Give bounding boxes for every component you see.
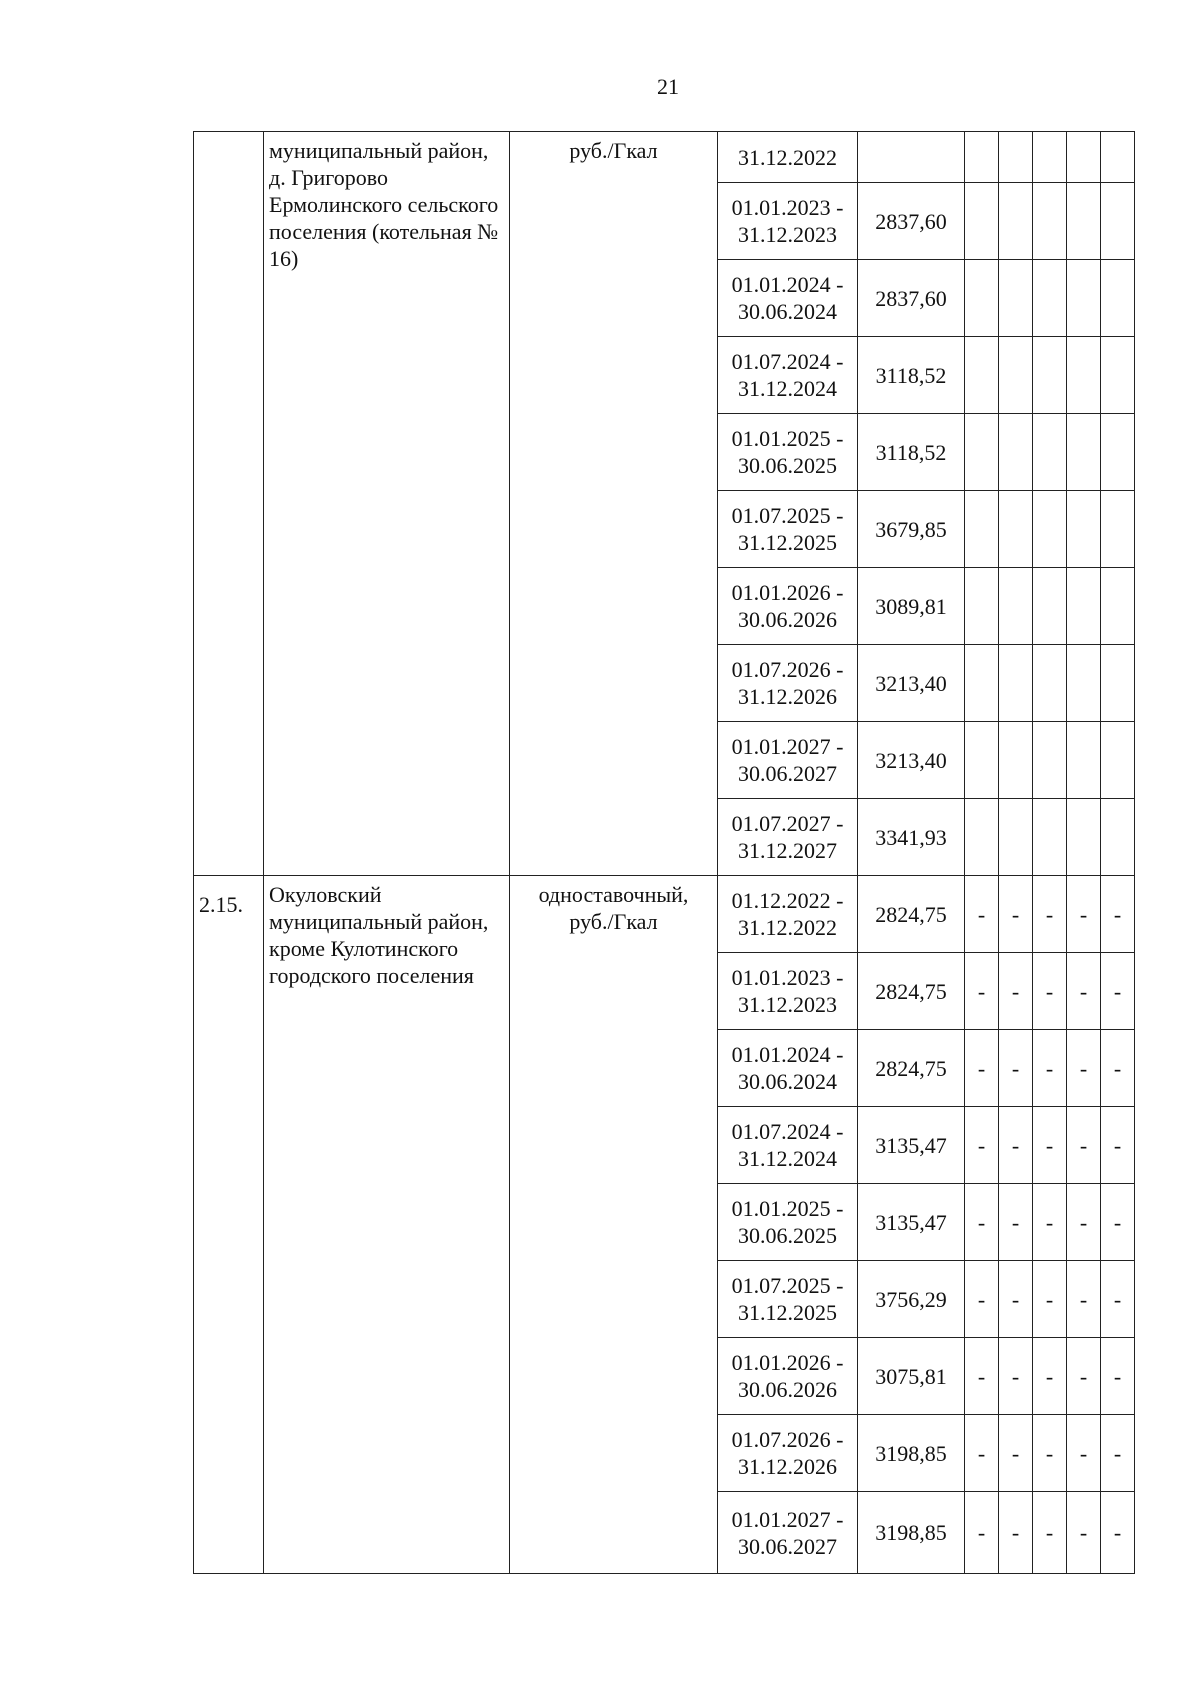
extra-column-cell xyxy=(999,132,1033,183)
extra-column-cell xyxy=(965,645,999,722)
extra-column-cell: - xyxy=(1067,1492,1101,1574)
tariff-value: 3198,85 xyxy=(858,1492,965,1574)
item-number: 2.15. xyxy=(194,876,264,1574)
table-row xyxy=(194,132,1135,183)
extra-column-cell xyxy=(965,414,999,491)
tariff-value: 3213,40 xyxy=(858,722,965,799)
extra-column-cell xyxy=(1033,645,1067,722)
extra-column-cell: - xyxy=(1101,876,1135,953)
extra-column-cell xyxy=(1067,568,1101,645)
extra-column-cell: - xyxy=(1101,1261,1135,1338)
tariff-value: 3679,85 xyxy=(858,491,965,568)
extra-column-cell xyxy=(1033,491,1067,568)
tariff-value: 3089,81 xyxy=(858,568,965,645)
period-cell: 01.07.2024 - 31.12.2024 xyxy=(718,337,858,414)
tariff-unit: одноставочный, руб./Гкал xyxy=(510,876,718,1574)
extra-column-cell: - xyxy=(1101,1030,1135,1107)
extra-column-cell xyxy=(1033,568,1067,645)
period-cell: 01.07.2027 - 31.12.2027 xyxy=(718,799,858,876)
extra-column-cell xyxy=(1067,183,1101,260)
extra-column-cell xyxy=(1033,260,1067,337)
extra-column-cell: - xyxy=(1067,1338,1101,1415)
table-row xyxy=(194,876,1135,953)
extra-column-cell xyxy=(1101,491,1135,568)
extra-column-cell xyxy=(1067,799,1101,876)
extra-column-cell: - xyxy=(1101,1338,1135,1415)
extra-column-cell xyxy=(1067,132,1101,183)
extra-column-cell: - xyxy=(1067,1107,1101,1184)
extra-column-cell xyxy=(1033,414,1067,491)
extra-column-cell: - xyxy=(1067,953,1101,1030)
tariff-value: 3135,47 xyxy=(858,1184,965,1261)
tariff-value: 3075,81 xyxy=(858,1338,965,1415)
extra-column-cell xyxy=(1101,568,1135,645)
period-cell: 01.01.2023 - 31.12.2023 xyxy=(718,183,858,260)
extra-column-cell xyxy=(1067,414,1101,491)
extra-column-cell xyxy=(1033,337,1067,414)
extra-column-cell xyxy=(1101,722,1135,799)
extra-column-cell: - xyxy=(1033,1030,1067,1107)
extra-column-cell xyxy=(1033,183,1067,260)
extra-column-cell xyxy=(1067,645,1101,722)
extra-column-cell xyxy=(965,337,999,414)
extra-column-cell: - xyxy=(1033,1184,1067,1261)
extra-column-cell xyxy=(1033,799,1067,876)
period-cell: 01.01.2024 - 30.06.2024 xyxy=(718,1030,858,1107)
place-description: Окуловский муниципальный район, кроме Кулотинского городского поселения xyxy=(264,876,510,1574)
period-cell: 01.07.2025 - 31.12.2025 xyxy=(718,1261,858,1338)
extra-column-cell: - xyxy=(1067,1415,1101,1492)
tariff-value xyxy=(858,132,965,183)
extra-column-cell: - xyxy=(1033,1415,1067,1492)
extra-column-cell: - xyxy=(1067,1184,1101,1261)
item-number xyxy=(194,132,264,876)
extra-column-cell: - xyxy=(1067,1261,1101,1338)
extra-column-cell xyxy=(1101,414,1135,491)
extra-column-cell xyxy=(1101,337,1135,414)
tariff-value: 3118,52 xyxy=(858,337,965,414)
tariff-table xyxy=(193,131,1135,1574)
tariff-value: 3756,29 xyxy=(858,1261,965,1338)
tariff-value: 2824,75 xyxy=(858,953,965,1030)
extra-column-cell xyxy=(999,260,1033,337)
extra-column-cell xyxy=(999,337,1033,414)
extra-column-cell xyxy=(1067,722,1101,799)
tariff-value: 2824,75 xyxy=(858,876,965,953)
extra-column-cell: - xyxy=(1101,1184,1135,1261)
extra-column-cell xyxy=(1033,132,1067,183)
extra-column-cell xyxy=(965,491,999,568)
extra-column-cell: - xyxy=(1101,1492,1135,1574)
extra-column-cell: - xyxy=(965,1415,999,1492)
extra-column-cell xyxy=(1067,491,1101,568)
tariff-unit: руб./Гкал xyxy=(510,132,718,876)
extra-column-cell xyxy=(999,568,1033,645)
extra-column-cell: - xyxy=(965,1030,999,1107)
extra-column-cell: - xyxy=(965,1261,999,1338)
extra-column-cell: - xyxy=(965,1107,999,1184)
extra-column-cell: - xyxy=(999,953,1033,1030)
extra-column-cell: - xyxy=(965,1338,999,1415)
extra-column-cell xyxy=(965,722,999,799)
period-cell: 01.12.2022 - 31.12.2022 xyxy=(718,876,858,953)
period-cell: 01.01.2027 - 30.06.2027 xyxy=(718,722,858,799)
tariff-value: 2824,75 xyxy=(858,1030,965,1107)
extra-column-cell: - xyxy=(1033,1107,1067,1184)
period-cell: 01.07.2026 - 31.12.2026 xyxy=(718,645,858,722)
extra-column-cell: - xyxy=(1033,1492,1067,1574)
extra-column-cell: - xyxy=(1067,876,1101,953)
extra-column-cell xyxy=(1067,260,1101,337)
extra-column-cell: - xyxy=(1033,953,1067,1030)
extra-column-cell: - xyxy=(1033,876,1067,953)
extra-column-cell xyxy=(1101,260,1135,337)
extra-column-cell xyxy=(965,568,999,645)
extra-column-cell: - xyxy=(965,953,999,1030)
tariff-value: 2837,60 xyxy=(858,183,965,260)
place-description: муниципальный район, д. Григорово Ермолинского сельского поселения (котельная № 16) xyxy=(264,132,510,876)
extra-column-cell: - xyxy=(965,1492,999,1574)
period-cell: 01.01.2025 - 30.06.2025 xyxy=(718,414,858,491)
extra-column-cell: - xyxy=(1067,1030,1101,1107)
extra-column-cell: - xyxy=(1101,1107,1135,1184)
tariff-value: 3213,40 xyxy=(858,645,965,722)
extra-column-cell xyxy=(1033,722,1067,799)
tariff-value: 3198,85 xyxy=(858,1415,965,1492)
extra-column-cell: - xyxy=(999,1261,1033,1338)
extra-column-cell: - xyxy=(999,1338,1033,1415)
extra-column-cell xyxy=(999,183,1033,260)
period-cell: 01.01.2025 - 30.06.2025 xyxy=(718,1184,858,1261)
extra-column-cell: - xyxy=(999,876,1033,953)
extra-column-cell: - xyxy=(965,876,999,953)
extra-column-cell xyxy=(1101,645,1135,722)
period-cell: 01.07.2024 - 31.12.2024 xyxy=(718,1107,858,1184)
extra-column-cell: - xyxy=(1101,953,1135,1030)
tariff-value: 3341,93 xyxy=(858,799,965,876)
page-number: 21 xyxy=(657,74,679,99)
extra-column-cell xyxy=(965,799,999,876)
period-cell: 01.01.2023 - 31.12.2023 xyxy=(718,953,858,1030)
extra-column-cell: - xyxy=(1033,1338,1067,1415)
extra-column-cell: - xyxy=(999,1492,1033,1574)
extra-column-cell xyxy=(999,645,1033,722)
extra-column-cell xyxy=(1101,132,1135,183)
extra-column-cell: - xyxy=(999,1184,1033,1261)
extra-column-cell xyxy=(1067,337,1101,414)
extra-column-cell: - xyxy=(999,1030,1033,1107)
period-cell: 01.01.2024 - 30.06.2024 xyxy=(718,260,858,337)
period-cell: 01.01.2026 - 30.06.2026 xyxy=(718,1338,858,1415)
extra-column-cell xyxy=(965,260,999,337)
extra-column-cell xyxy=(965,132,999,183)
extra-column-cell: - xyxy=(965,1184,999,1261)
extra-column-cell xyxy=(1101,799,1135,876)
period-cell: 01.07.2025 - 31.12.2025 xyxy=(718,491,858,568)
period-cell: 01.07.2026 - 31.12.2026 xyxy=(718,1415,858,1492)
period-cell: 01.01.2027 - 30.06.2027 xyxy=(718,1492,858,1574)
extra-column-cell xyxy=(999,491,1033,568)
extra-column-cell xyxy=(1101,183,1135,260)
extra-column-cell xyxy=(965,183,999,260)
extra-column-cell xyxy=(999,799,1033,876)
extra-column-cell: - xyxy=(999,1415,1033,1492)
tariff-value: 2837,60 xyxy=(858,260,965,337)
extra-column-cell: - xyxy=(1033,1261,1067,1338)
tariff-value: 3135,47 xyxy=(858,1107,965,1184)
period-cell: 31.12.2022 xyxy=(718,132,858,183)
extra-column-cell xyxy=(999,414,1033,491)
extra-column-cell: - xyxy=(999,1107,1033,1184)
extra-column-cell xyxy=(999,722,1033,799)
extra-column-cell: - xyxy=(1101,1415,1135,1492)
period-cell: 01.01.2026 - 30.06.2026 xyxy=(718,568,858,645)
tariff-value: 3118,52 xyxy=(858,414,965,491)
